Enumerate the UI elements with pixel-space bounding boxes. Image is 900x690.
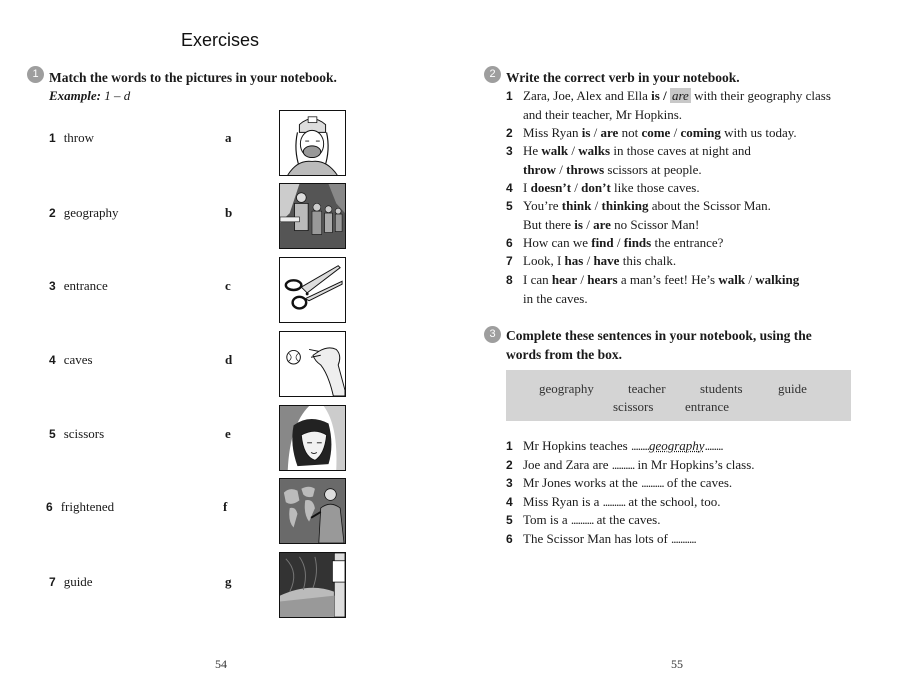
item-number: 4: [506, 495, 513, 509]
text: with their geography class: [690, 88, 831, 103]
match-item-4: [49, 352, 93, 368]
match-item-3: [49, 278, 108, 294]
page-number-left: 54: [215, 657, 227, 671]
item-number: 5: [506, 513, 513, 527]
item-number: 2: [49, 206, 56, 220]
word-box: [506, 370, 851, 421]
match-item-5: [49, 426, 104, 442]
word-box-item: students: [700, 381, 743, 396]
item-number: 7: [506, 254, 513, 268]
picture-a-miner-shouting: [279, 110, 346, 176]
verb-option: walk: [718, 272, 746, 287]
verb-option: hear: [551, 272, 578, 287]
text: not: [618, 125, 642, 140]
exercise-3-number-badge: 3: [484, 326, 501, 343]
item-number: 8: [506, 273, 513, 287]
verb-option: think: [561, 198, 592, 213]
exercise-3-item-6: [506, 530, 866, 549]
item-number: 1: [506, 89, 513, 103]
word-box-item: entrance: [685, 399, 730, 414]
exercise-1-instruction: Match the words to the pictures in your notebook.: [49, 70, 337, 85]
verb-option: are: [600, 125, 619, 140]
word-box-item: scissors: [613, 399, 654, 414]
picture-letter-g: g: [225, 574, 232, 589]
picture-letter-f: f: [223, 499, 228, 514]
separator: /: [745, 272, 756, 287]
verb-option: coming: [680, 125, 721, 140]
separator: /: [613, 235, 624, 250]
item-word: frightened: [60, 499, 115, 514]
blank: ........: [630, 438, 649, 453]
text: Mr Jones works at the: [523, 475, 642, 490]
picture-letter-e: e: [225, 426, 231, 441]
item-number: 6: [506, 532, 513, 546]
blank: ..........: [671, 531, 694, 546]
text: in Mr Hopkins’s class.: [634, 457, 755, 472]
verb-option: have: [593, 253, 620, 268]
separator: /: [571, 180, 582, 195]
page-number-right: 55: [671, 657, 683, 671]
item-number: 3: [506, 144, 513, 158]
verb-option: is: [581, 125, 591, 140]
verb-option: are: [593, 216, 611, 232]
text: no Scissor Man!: [610, 216, 700, 232]
verb-option: has: [564, 253, 584, 268]
item-number: 3: [49, 279, 56, 293]
word-box-item: guide: [778, 381, 807, 396]
text: Mr Hopkins teaches: [523, 438, 631, 453]
page-title: Exercises: [181, 30, 260, 50]
picture-d-hand-throwing-ball: [279, 331, 346, 397]
match-item-7: [49, 574, 93, 590]
item-number: 2: [506, 126, 513, 140]
text: at the school, too.: [625, 494, 721, 509]
verb-option: is: [651, 88, 660, 103]
exercise-1-example: [49, 88, 130, 104]
text: the entrance?: [651, 235, 724, 250]
example-answer: geography: [648, 438, 705, 453]
item-word: entrance: [63, 278, 108, 293]
picture-letter-d: d: [225, 352, 233, 367]
item-number: 7: [49, 575, 56, 589]
exercise-3-item-3: [506, 474, 866, 493]
item-number: 3: [506, 476, 513, 490]
picture-f-teacher-with-world-map: [279, 478, 346, 544]
verb-option: walking: [755, 272, 800, 287]
exercise-2-item-6: [506, 234, 866, 253]
separator: /: [555, 161, 567, 177]
text: Zara, Joe, Alex and Ella: [523, 88, 652, 103]
exercise-2-number-badge: 2: [484, 66, 501, 83]
picture-c-scissors: [279, 257, 346, 323]
picture-letter-c: c: [225, 278, 231, 293]
item-number: 4: [506, 181, 513, 195]
exercise-2-instruction: Write the correct verb in your notebook.: [506, 70, 740, 85]
exercise-2-item-1: [506, 87, 866, 124]
picture-letter-b: b: [225, 205, 233, 220]
blank: ..........: [641, 475, 664, 490]
item-number: 5: [506, 199, 513, 213]
item-word: scissors: [63, 426, 105, 441]
match-item-2: [49, 205, 119, 221]
picture-letter-a: a: [225, 130, 232, 145]
verb-option: throws: [566, 161, 605, 177]
picture-g-cave-entrance-sign: [279, 552, 346, 618]
item-number: 1: [49, 131, 56, 145]
exercise-3-item-2: [506, 456, 866, 475]
separator: /: [583, 253, 594, 268]
separator: /: [577, 272, 588, 287]
text: Look, I: [523, 253, 565, 268]
item-number: 6: [506, 236, 513, 250]
verb-option: doesn’t: [530, 180, 572, 195]
text: He: [523, 143, 542, 158]
text: scissors at people.: [604, 161, 702, 177]
text: Miss Ryan: [523, 125, 582, 140]
text: a man’s feet! He’s: [617, 272, 719, 287]
text: like those caves.: [610, 180, 700, 195]
separator: /: [659, 88, 670, 103]
verb-option: walks: [578, 143, 611, 158]
picture-e-frightened-face: [279, 405, 346, 471]
verb-option: is: [574, 216, 583, 232]
verb-option: walk: [541, 143, 569, 158]
verb-option: finds: [623, 235, 652, 250]
exercise-3-item-1: [506, 437, 866, 456]
text: .: [693, 531, 697, 546]
item-number: 2: [506, 458, 513, 472]
text: You’re: [523, 198, 562, 213]
item-number: 5: [49, 427, 56, 441]
item-word: caves: [63, 352, 93, 367]
text: this chalk.: [619, 253, 677, 268]
text: in those caves at night and: [610, 143, 751, 158]
text: I: [523, 180, 531, 195]
item-word: guide: [63, 574, 93, 589]
text: Joe and Zara are: [523, 457, 612, 472]
separator: /: [582, 216, 594, 232]
exercise-2-item-8: [506, 271, 866, 308]
item-number: 1: [506, 439, 513, 453]
exercise-2-item-4: [506, 179, 866, 198]
match-item-6: [46, 499, 114, 515]
word-box-item: teacher: [628, 381, 666, 396]
verb-option: don’t: [581, 180, 611, 195]
verb-option: thinking: [601, 198, 649, 213]
verb-option: hears: [587, 272, 618, 287]
text: Miss Ryan is a: [523, 494, 603, 509]
separator: /: [568, 143, 579, 158]
exercise-3-item-5: [506, 511, 866, 530]
exercise-3-instruction: [506, 326, 812, 364]
exercise-3-item-4: [506, 493, 866, 512]
text: How can we: [523, 235, 592, 250]
text: But there: [523, 216, 575, 232]
verb-option: come: [641, 125, 671, 140]
match-item-1: [49, 130, 94, 146]
selected-verb-option: are: [671, 88, 689, 103]
item-word: throw: [63, 130, 95, 145]
item-number: 4: [49, 353, 56, 367]
text: at the caves.: [593, 512, 661, 527]
item-number: 6: [46, 500, 53, 514]
text: with us today.: [720, 125, 797, 140]
text: about the Scissor Man.: [648, 198, 771, 213]
exercise-2-item-2: [506, 124, 866, 143]
instruction-line: Complete these sentences in your notebook, using the: [506, 328, 812, 343]
separator: /: [591, 198, 602, 213]
text: in the caves.: [523, 290, 588, 306]
item-word: geography: [63, 205, 119, 220]
verb-option: find: [591, 235, 614, 250]
instruction-line: words from the box.: [506, 347, 622, 362]
text: and their teacher, Mr Hopkins.: [523, 106, 683, 122]
blank: ..........: [611, 457, 635, 472]
verb-option: throw: [523, 161, 556, 177]
text: The Scissor Man has lots of: [523, 531, 672, 546]
word-box-item: geography: [539, 381, 594, 396]
text: I can: [523, 272, 552, 287]
picture-b-group-with-flashlight: [279, 183, 346, 249]
separator: /: [670, 125, 681, 140]
exercise-2-item-7: [506, 252, 866, 271]
exercise-2-item-3: [506, 142, 866, 179]
blank: ..........: [570, 512, 594, 527]
example-label: Example:: [49, 88, 101, 103]
example-value: 1 – d: [104, 88, 131, 103]
blank: ..........: [602, 494, 626, 509]
blank: ........: [704, 438, 723, 453]
separator: /: [590, 125, 601, 140]
exercise-2-item-5: [506, 197, 866, 234]
text: Tom is a: [523, 512, 571, 527]
text: of the caves.: [663, 475, 733, 490]
exercise-1-number-badge: 1: [27, 66, 44, 83]
